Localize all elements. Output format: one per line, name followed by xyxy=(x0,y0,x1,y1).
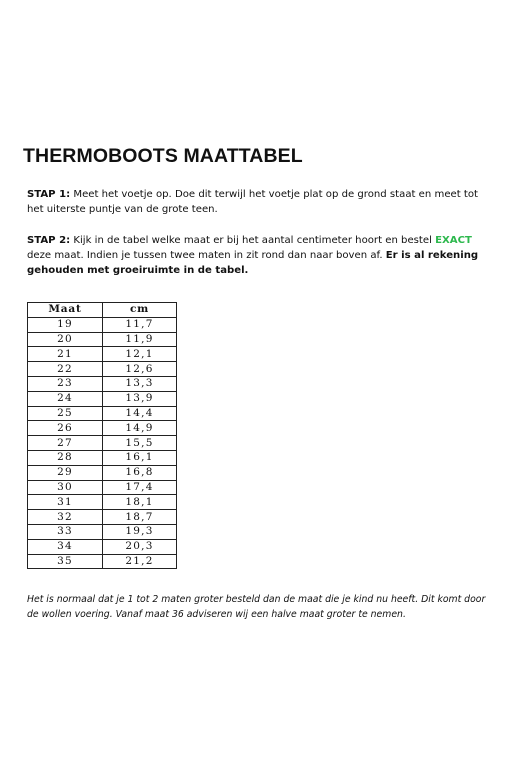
size-cell: 21 xyxy=(28,347,103,362)
size-cell: 22 xyxy=(28,362,103,377)
size-cell: 30 xyxy=(28,480,103,495)
cm-cell: 13,3 xyxy=(103,376,177,391)
cm-cell: 11,7 xyxy=(103,317,177,332)
table-row xyxy=(28,524,177,539)
table-row xyxy=(28,510,177,525)
table-row xyxy=(28,347,177,362)
size-cell: 26 xyxy=(28,421,103,436)
cm-cell: 18,1 xyxy=(103,495,177,510)
table-row xyxy=(28,450,177,465)
table-row xyxy=(28,362,177,377)
table-row xyxy=(28,465,177,480)
size-cell: 24 xyxy=(28,391,103,406)
cm-cell: 18,7 xyxy=(103,510,177,525)
table-row xyxy=(28,391,177,406)
size-cell: 23 xyxy=(28,376,103,391)
table-row xyxy=(28,495,177,510)
step-2-text-before: Kijk in de tabel welke maat er bij het aantal centimeter hoort en bestel xyxy=(70,235,436,246)
size-cell: 33 xyxy=(28,524,103,539)
table-row xyxy=(28,480,177,495)
size-cell: 32 xyxy=(28,510,103,525)
size-table-header-row xyxy=(28,303,177,318)
size-cell: 20 xyxy=(28,332,103,347)
header-maat: Maat xyxy=(28,303,103,318)
size-cell: 19 xyxy=(28,317,103,332)
size-cell: 31 xyxy=(28,495,103,510)
size-cell: 29 xyxy=(28,465,103,480)
cm-cell: 14,9 xyxy=(103,421,177,436)
step-2-label: STAP 2: xyxy=(27,235,71,246)
table-row xyxy=(28,554,177,569)
table-row xyxy=(28,376,177,391)
table-row xyxy=(28,436,177,451)
size-cell: 25 xyxy=(28,406,103,421)
cm-cell: 13,9 xyxy=(103,391,177,406)
size-cell: 35 xyxy=(28,554,103,569)
step-2-bold-text: Er is al rekening gehouden met groeiruimte in de tabel. xyxy=(27,250,479,276)
size-table xyxy=(27,302,177,569)
step-2-text-after: deze maat. Indien je tussen twee maten in zit rond dan naar boven af. xyxy=(27,250,386,261)
size-table-body xyxy=(28,317,177,569)
cm-cell: 20,3 xyxy=(103,539,177,554)
cm-cell: 16,8 xyxy=(103,465,177,480)
header-cm: cm xyxy=(103,303,177,318)
cm-cell: 21,2 xyxy=(103,554,177,569)
step-1-text: Meet het voetje op. Doe dit terwijl het voetje plat op de grond staat en meet tot het uiterste puntje van de grote teen. xyxy=(27,189,479,215)
table-row xyxy=(28,421,177,436)
footnote: Het is normaal dat je 1 tot 2 maten groter besteld dan de maat die je kind nu heeft. Dit komt door de wollen voering. Vanaf maat 36 adviseren wij een halve maat groter te nemen. xyxy=(27,594,486,620)
cm-cell: 12,6 xyxy=(103,362,177,377)
page-title: THERMOBOOTS MAATTABEL xyxy=(23,145,303,167)
cm-cell: 14,4 xyxy=(103,406,177,421)
table-row xyxy=(28,539,177,554)
table-row xyxy=(28,332,177,347)
size-cell: 27 xyxy=(28,436,103,451)
size-cell: 28 xyxy=(28,450,103,465)
size-cell: 34 xyxy=(28,539,103,554)
cm-cell: 17,4 xyxy=(103,480,177,495)
cm-cell: 11,9 xyxy=(103,332,177,347)
table-row xyxy=(28,406,177,421)
cm-cell: 15,5 xyxy=(103,436,177,451)
step-1-paragraph xyxy=(27,187,492,217)
step-2-paragraph xyxy=(27,233,492,278)
exact-highlight: EXACT xyxy=(435,235,472,246)
table-row xyxy=(28,317,177,332)
step-1-label: STAP 1: xyxy=(27,189,71,200)
cm-cell: 16,1 xyxy=(103,450,177,465)
cm-cell: 19,3 xyxy=(103,524,177,539)
cm-cell: 12,1 xyxy=(103,347,177,362)
